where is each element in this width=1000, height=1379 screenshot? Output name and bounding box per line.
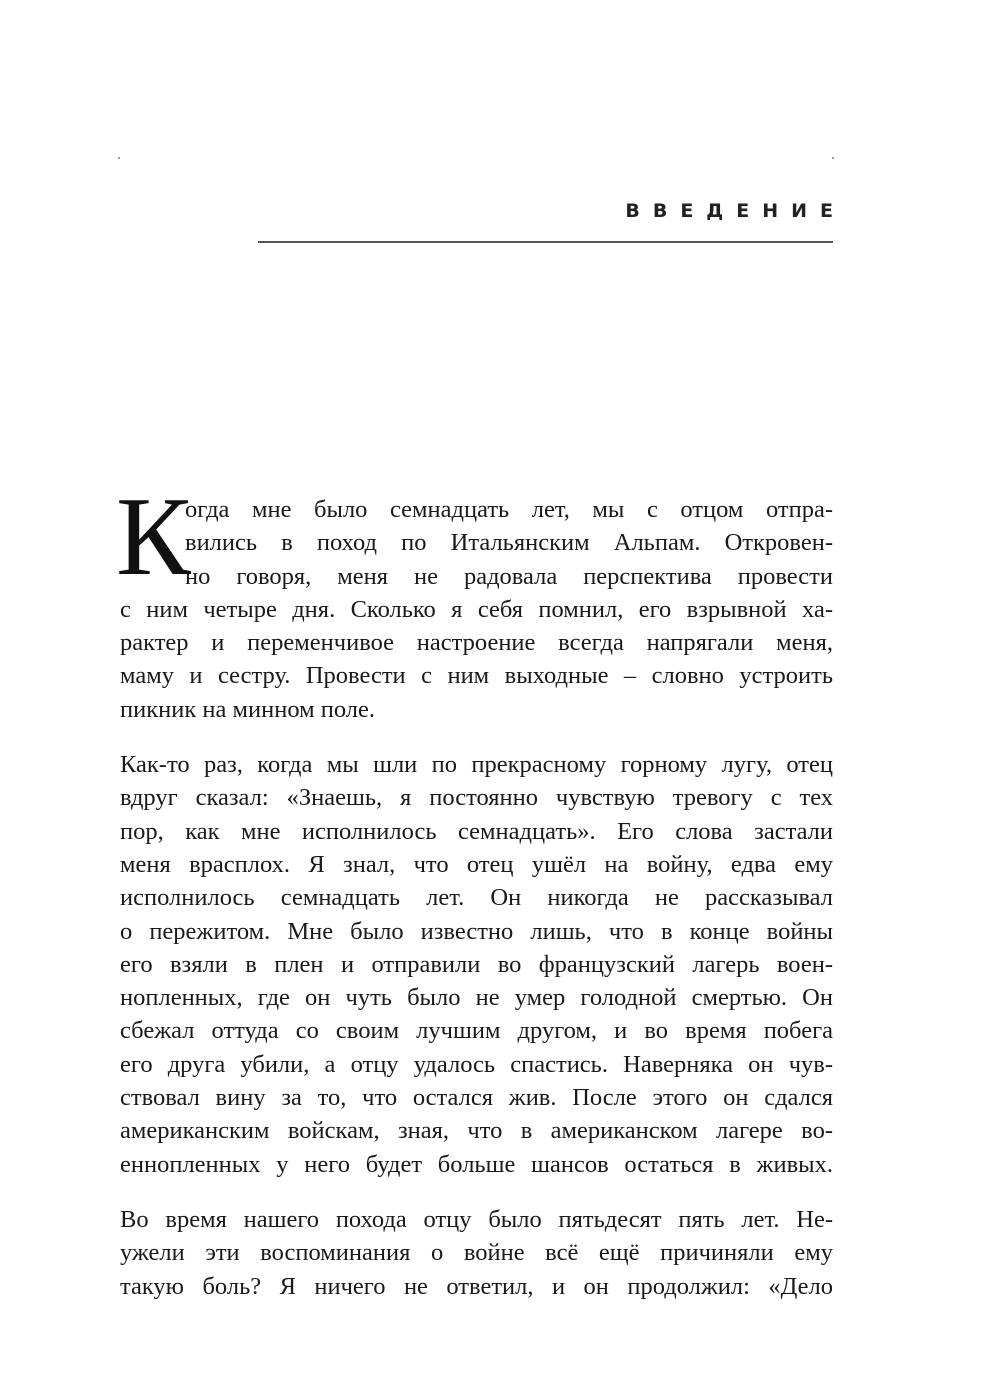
text-line: пор, как мне исполнилось семнадцать». Его слова застали	[120, 817, 833, 845]
text-line: меня врасплох. Я знал, что отец ушёл на войну, едва ему	[120, 850, 833, 878]
paragraph-1	[116, 475, 833, 726]
text-line: нопленных, где он чуть было не умер голодной смертью. Он	[120, 984, 833, 1012]
crop-mark-left	[118, 157, 120, 159]
text-line: вились в поход по Итальянским Альпам. Откровен-	[185, 529, 833, 557]
text-line: исполнилось семнадцать лет. Он никогда не рассказывал	[120, 884, 833, 912]
text-line: его друга убили, а отцу удалось спастись. Наверняка он чув-	[120, 1050, 833, 1078]
paragraph-3	[120, 1203, 833, 1303]
text-line: рактер и переменчивое настроение всегда напрягали меня,	[120, 629, 833, 657]
text-line: пикник на минном поле.	[120, 695, 376, 723]
title-rule	[258, 241, 833, 243]
text-line: его взяли в плен и отправили во французский лагерь воен-	[120, 950, 833, 978]
text-line: огда мне было семнадцать лет, мы с отцом отпра-	[185, 496, 833, 523]
text-line: с ним четыре дня. Сколько я себя помнил, его взрывной ха-	[120, 595, 833, 623]
text-line: ужели эти воспоминания о войне всё ещё причиняли ему	[120, 1239, 833, 1267]
paragraph-2	[120, 748, 833, 1181]
text-line: Во время нашего похода отцу было пятьдесят пять лет. Не-	[120, 1205, 833, 1233]
text-line: вдруг сказал: «Знаешь, я постоянно чувствую тревогу с тех	[120, 784, 833, 812]
text-line: маму и сестру. Провести с ним выходные – словно устроить	[120, 662, 833, 690]
chapter-body	[116, 475, 833, 1325]
crop-mark-right	[832, 157, 834, 159]
text-line: такую боль? Я ничего не ответил, и он продолжил: «Дело	[120, 1272, 833, 1300]
text-line: ствовал вину за то, что остался жив. После этого он сдался	[120, 1084, 833, 1112]
chapter-title: ВВЕДЕНИЕ	[625, 200, 846, 222]
text-line: еннопленных у него будет больше шансов остаться в живых.	[120, 1150, 833, 1178]
text-line: но говоря, меня не радовала перспектива провести	[185, 562, 833, 590]
text-line: о пережитом. Мне было известно лишь, что в конце войны	[120, 917, 833, 945]
text-line: сбежал оттуда со своим лучшим другом, и во время побега	[120, 1017, 833, 1045]
text-line: Как-то раз, когда мы шли по прекрасному горному лугу, отец	[120, 751, 833, 779]
text-line: американским войскам, зная, что в американском лагере во-	[120, 1117, 833, 1145]
drop-cap: К	[116, 475, 191, 599]
